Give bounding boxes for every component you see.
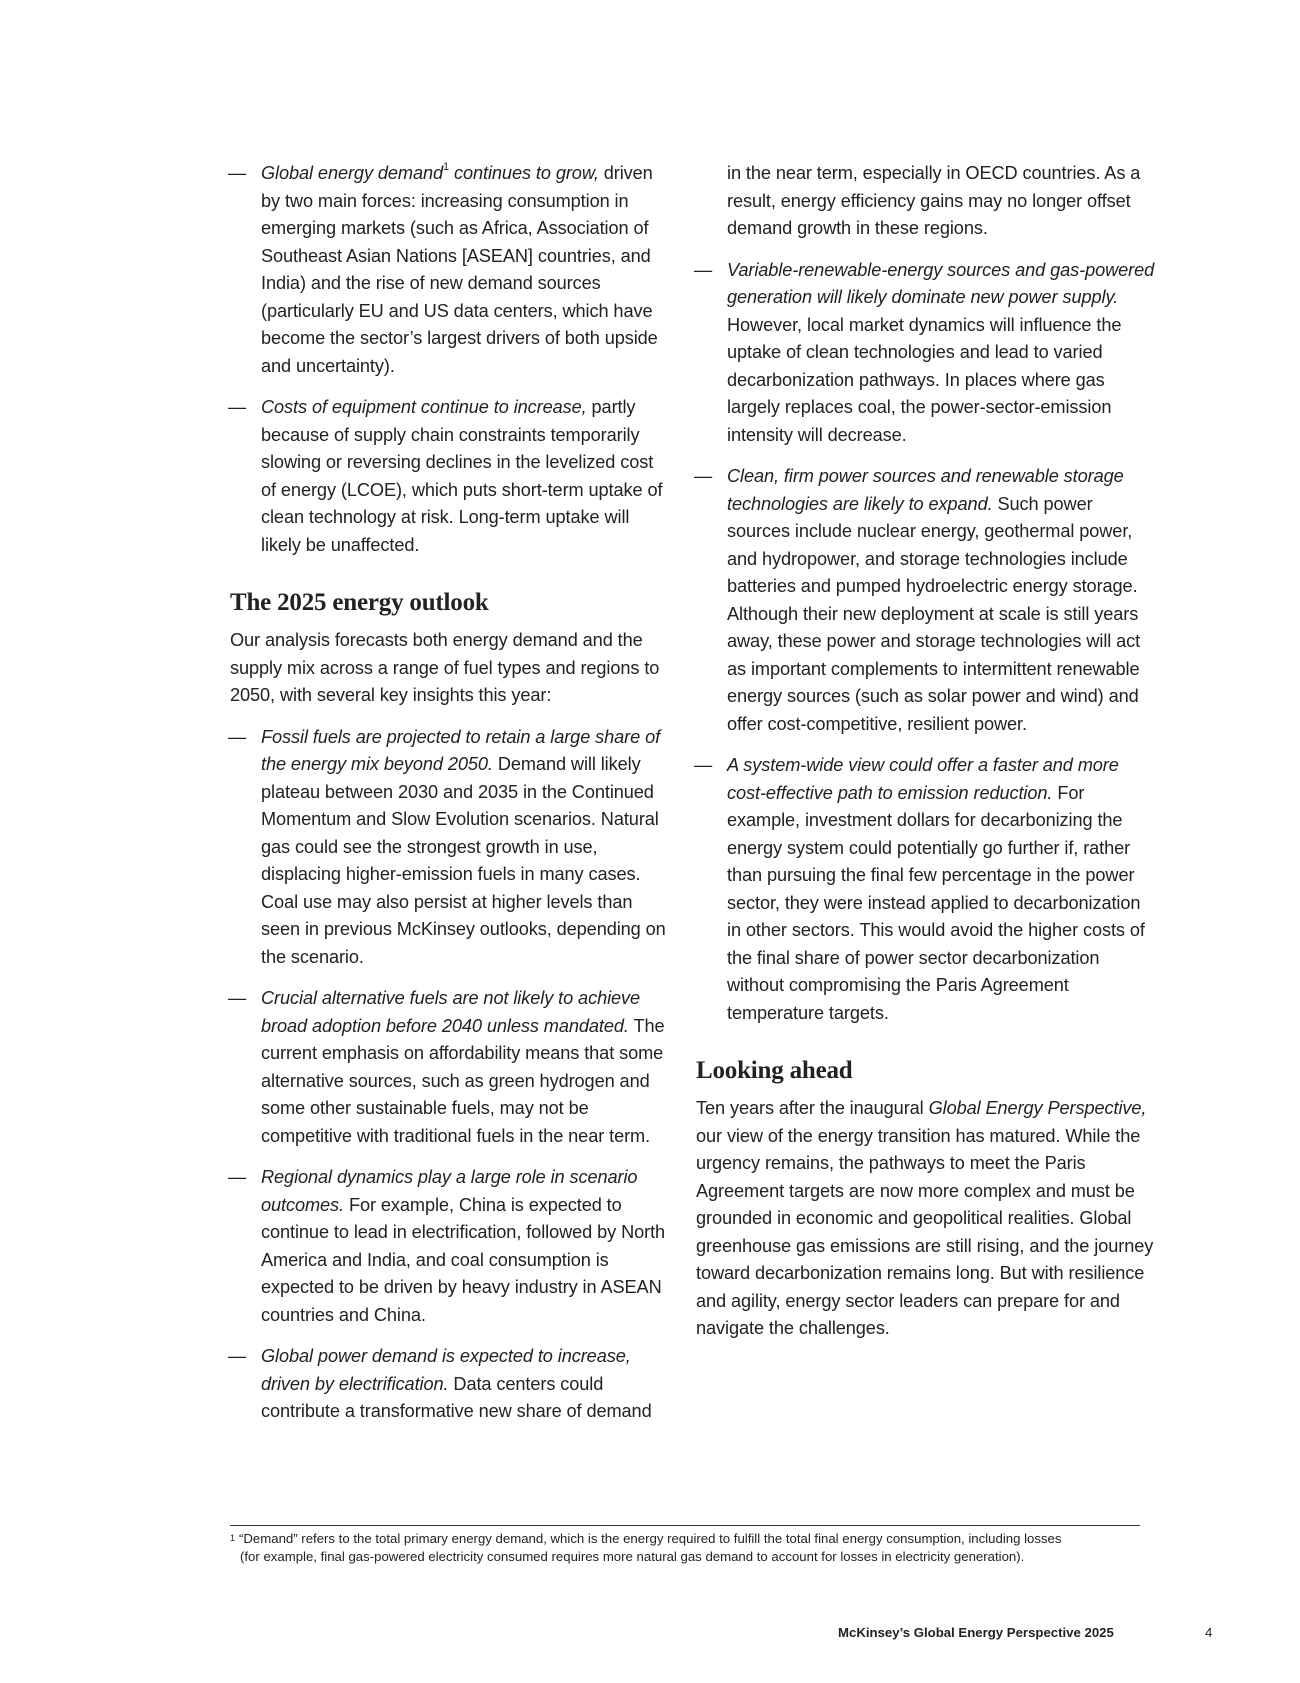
dash-marker: — — [228, 163, 247, 183]
list-item: — Costs of equipment continue to increase, partly because of supply chain constraints temporarily slowing or reversing declines in the levelized cost of energy (LCOE), which puts short-term uptake of clean technology at risk. Long-term uptake will likely be unaffected. — [228, 394, 673, 559]
list-item: — A system-wide view could offer a faster and more cost-effective path to emission reduction. For example, investment dollars for decarbonizing the energy system could potentially go further if, rather than pursuing the final few percentage in the power sector, they were instead applied to decarbonization in other sectors. This would avoid the higher costs of the final share of power sector decarbonization without compromising the Paris Agreement temperature targets. — [694, 752, 1156, 1027]
section-heading-looking-ahead: Looking ahead — [696, 1057, 853, 1084]
demand-bullet-list — [228, 160, 673, 559]
dash-marker: — — [228, 1346, 247, 1366]
dash-marker: — — [228, 1167, 247, 1187]
insights-bullet-list — [228, 724, 673, 1426]
list-item: — Regional dynamics play a large role in scenario outcomes. For example, China is expected to continue to lead in electrification, followed by North America and India, and coal consumption is expected to be driven by heavy industry in ASEAN countries and China. — [228, 1164, 673, 1329]
left-column — [228, 160, 673, 1440]
list-item: — Fossil fuels are projected to retain a large share of the energy mix beyond 2050. Demand will likely plateau between 2030 and 2035 in the Continued Momentum and Slow Evolution scenarios. Natural gas could see the strongest growth in use, displacing higher-emission fuels in many cases. Coal use may also persist at higher levels than seen in previous McKinsey outlooks, depending on the scenario. — [228, 724, 673, 972]
footnote-reference[interactable]: 1 — [443, 160, 450, 173]
dash-marker: — — [694, 755, 713, 775]
list-item: — Global power demand is expected to increase, driven by electrification. Data centers could contribute a transformative new share of demand — [228, 1343, 673, 1426]
dash-marker: — — [228, 988, 247, 1008]
list-item: — Clean, firm power sources and renewable storage technologies are likely to expand. Such power sources include nuclear energy, geothermal power, and hydropower, and storage technologies include batteries and pumped hydroelectric energy storage. Although their new deployment at scale is still years away, these power and storage technologies will act as important complements to intermittent renewable energy sources (such as solar power and wind) and offer cost-competitive, resilient power. — [694, 463, 1156, 738]
dash-marker: — — [694, 466, 713, 486]
section-heading-outlook: The 2025 energy outlook — [230, 589, 489, 616]
closing-paragraph: Ten years after the inaugural Global Energy Perspective, our view of the energy transition has matured. While the urgency remains, the pathways to meet the Paris Agreement targets are now more complex and must be grounded in economic and geopolitical realities. Global greenhouse gas emissions are still rising, and the journey toward decarbonization remains long. But with resilience and agility, energy sector leaders can prepare for and navigate the challenges. — [696, 1098, 1154, 1338]
dash-marker: — — [228, 726, 247, 747]
footer-publication-title: McKinsey’s Global Energy Perspective 2025 — [838, 1625, 1114, 1640]
dash-marker: — — [228, 397, 247, 417]
footnote — [230, 1525, 1140, 1566]
footnote-line-1: $^1$ “Demand” refers to the total primary energy demand, which is the energy required to fulfill the total final energy consumption, including losses — [230, 1531, 1062, 1546]
footnote-line-2: (for example, final gas-powered electricity consumed requires more natural gas demand to account for losses in electricity generation). — [240, 1549, 1025, 1564]
page-number: 4 — [1205, 1625, 1213, 1640]
outlook-intro: Our analysis forecasts both energy demand and the supply mix across a range of fuel types and regions to 2050, with several key insights this year: — [230, 630, 660, 705]
list-item: — Global energy demand$^1$ continues to grow, driven by two main forces: increasing consumption in emerging markets (such as Africa, Association of Southeast Asian Nations [ASEAN] countries, and India) and the rise of new demand sources (particularly EU and US data centers, which have become the sector’s largest drivers of both upside and uncertainty). — [228, 160, 658, 376]
list-item: — Variable-renewable-energy sources and gas-powered generation will likely dominate new power supply. However, local market dynamics will influence the uptake of clean technologies and lead to varied decarbonization pathways. In places where gas largely replaces coal, the power-sector-emission intensity will decrease. — [694, 257, 1156, 450]
list-item: — Crucial alternative fuels are not likely to achieve broad adoption before 2040 unless mandated. The current emphasis on affordability means that some alternative sources, such as green hydrogen and some other sustainable fuels, may not be competitive with traditional fuels in the near term. — [228, 985, 673, 1150]
right-column — [694, 160, 1156, 1357]
dash-marker: — — [694, 259, 713, 280]
footnote-marker: 1 — [230, 1533, 236, 1543]
power-bullet-list — [694, 257, 1156, 1028]
continued-text: in the near term, especially in OECD countries. As a result, energy efficiency gains may no longer offset demand growth in these regions. — [727, 163, 1141, 238]
